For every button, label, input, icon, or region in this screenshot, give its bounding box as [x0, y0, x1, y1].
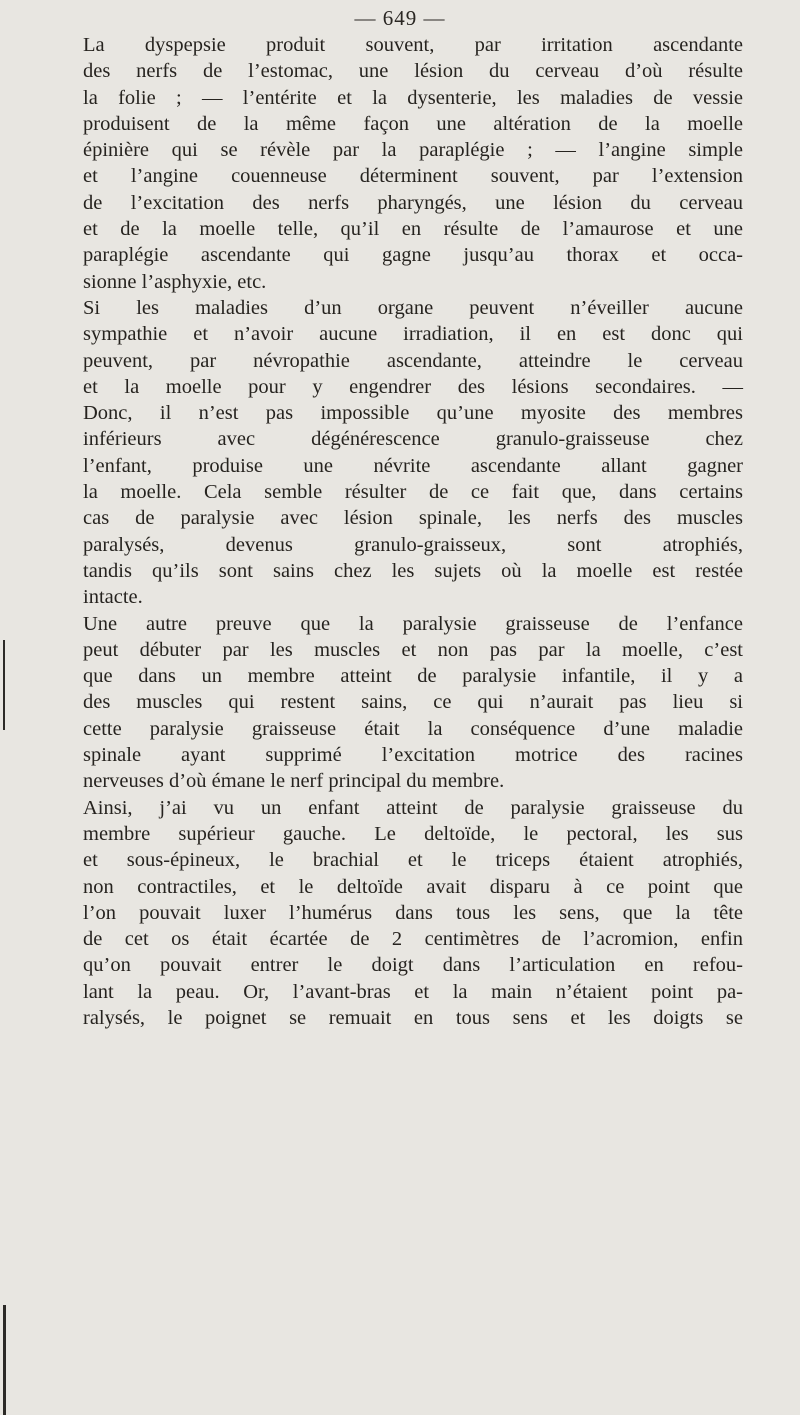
text-line: Si les maladies d’un organe peuvent n’éveiller aucune — [83, 296, 743, 319]
text-line: et la moelle pour y engendrer des lésions secondaires. — — [83, 375, 743, 398]
text-line: et l’angine couenneuse déterminent souvent, par l’extension — [83, 165, 743, 188]
text-line: qu’on pouvait entrer le doigt dans l’articulation en refou- — [83, 954, 743, 977]
text-line: et sous-épineux, le brachial et le triceps étaient atrophiés, — [83, 849, 743, 872]
text-line: sympathie et n’avoir aucune irradiation, il en est donc qui — [83, 323, 743, 346]
text-line: des nerfs de l’estomac, une lésion du cerveau d’où résulte — [83, 60, 743, 83]
text-line: de cet os était écartée de 2 centimètres de l’acromion, enfin — [83, 928, 743, 951]
text-line: paralysés, devenus granulo-graisseux, sont atrophiés, — [83, 533, 743, 556]
text-line: de l’excitation des nerfs pharyngés, une lésion du cerveau — [83, 191, 743, 214]
text-line: l’enfant, produise une névrite ascendante allant gagner — [83, 454, 743, 477]
text-line: peut débuter par les muscles et non pas par la moelle, c’est — [83, 638, 743, 661]
text-line: que dans un membre atteint de paralysie infantile, il y a — [83, 665, 743, 688]
text-line: non contractiles, et le deltoïde avait disparu à ce point que — [83, 875, 743, 898]
text-line: sionne l’asphyxie, etc. — [83, 270, 267, 293]
text-line: la moelle. Cela semble résulter de ce fait que, dans certains — [83, 481, 743, 504]
text-line: épinière qui se révèle par la paraplégie ; — l’angine simple — [83, 139, 743, 162]
text-line: Ainsi, j’ai vu un enfant atteint de paralysie graisseuse du — [83, 796, 743, 819]
text-line: paraplégie ascendante qui gagne jusqu’au thorax et occa- — [83, 244, 743, 267]
text-line: l’on pouvait luxer l’humérus dans tous les sens, que la tête — [83, 901, 743, 924]
text-line: cette paralysie graisseuse était la conséquence d’une maladie — [83, 717, 743, 740]
text-line: inférieurs avec dégénérescence granulo-graisseuse chez — [83, 428, 743, 451]
text-line: des muscles qui restent sains, ce qui n’aurait pas lieu si — [83, 691, 743, 714]
page-number: — 649 — — [354, 6, 446, 30]
text-line: intacte. — [83, 586, 143, 609]
text-line: cas de paralysie avec lésion spinale, les nerfs des muscles — [83, 507, 743, 530]
text-line: ralysés, le poignet se remuait en tous sens et les doigts se — [83, 1006, 743, 1029]
text-line: Donc, il n’est pas impossible qu’une myosite des membres — [83, 402, 743, 425]
margin-scan-mark — [3, 640, 5, 730]
text-line: Une autre preuve que la paralysie graisseuse de l’enfance — [83, 612, 743, 635]
body-text — [83, 32, 743, 1031]
text-line: nerveuses d’où émane le nerf principal du membre. — [83, 770, 505, 793]
text-line: peuvent, par névropathie ascendante, atteindre le cerveau — [83, 349, 743, 372]
text-line: lant la peau. Or, l’avant-bras et la main n’étaient point pa- — [83, 980, 743, 1003]
text-line: tandis qu’ils sont sains chez les sujets où la moelle est restée — [83, 559, 743, 582]
text-line: membre supérieur gauche. Le deltoïde, le pectoral, les sus — [83, 822, 743, 845]
margin-scan-mark — [3, 1305, 6, 1415]
text-line: spinale ayant supprimé l’excitation motrice des racines — [83, 744, 743, 767]
text-line: produisent de la même façon une altération de la moelle — [83, 112, 743, 135]
text-line: la folie ; — l’entérite et la dysenterie, les maladies de vessie — [83, 86, 743, 109]
text-line: La dyspepsie produit souvent, par irritation ascendante — [83, 34, 743, 56]
text-line: et de la moelle telle, qu’il en résulte de l’amaurose et une — [83, 218, 743, 241]
